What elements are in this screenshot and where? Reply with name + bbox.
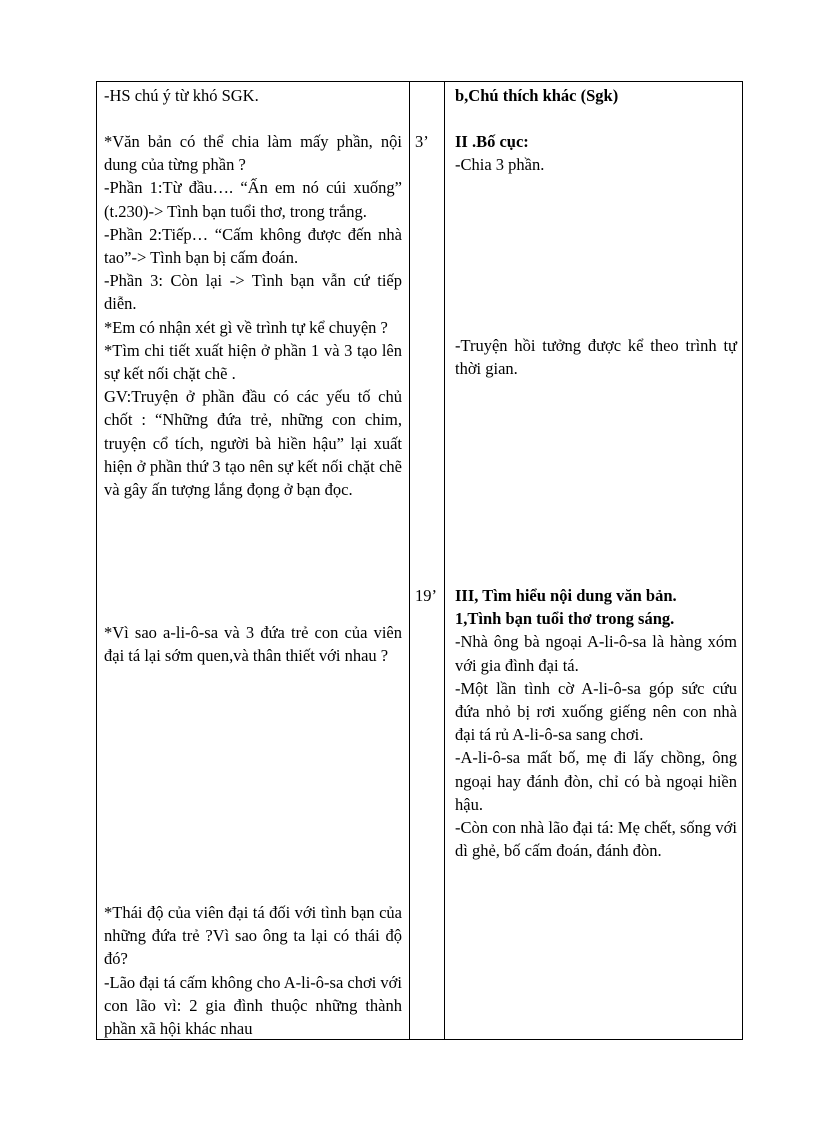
column-divider-right xyxy=(444,82,445,1039)
content-line: -A-li-ô-sa mất bố, mẹ đi lấy chồng, ông ngoại hay đánh đòn, chỉ có bà ngoại hiền hậu. xyxy=(455,748,737,814)
content-line: -Truyện hồi tưởng được kể theo trình tự thời gian. xyxy=(455,336,737,379)
content-block-2 xyxy=(455,130,737,176)
activity-line: -Lão đại tá cấm không cho A-li-ô-sa chơi với con lão vì: 2 gia đình thuộc những thành phần xã hội khác nhau xyxy=(104,972,402,1039)
content-line: -Một lần tình cờ A-li-ô-sa góp sức cứu đứa nhỏ bị rơi xuống giếng nên con nhà đại tá rủ A-li-ô-sa sang chơi. xyxy=(455,678,737,745)
activity-block-1 xyxy=(104,84,402,107)
content-line: -Nhà ông bà ngoại A-li-ô-sa là hàng xóm với gia đình đại tá. xyxy=(455,632,737,675)
time-3min: 3’ xyxy=(415,132,429,151)
activity-line: *Văn bản có thể chia làm mấy phần, nội dung của từng phần ? xyxy=(104,132,402,175)
activity-line: GV:Truyện ở phần đầu có các yếu tố chủ chốt : “Những đứa trẻ, những con chim, truyện cổ tích, người bà hiền hậu” lại xuất hiện ở phần thứ 3 tạo nên sự kết nối chặt chẽ và gây ấn tượng lắng đọng ở bạn đọc. xyxy=(104,387,402,500)
time-19min: 19’ xyxy=(415,586,437,605)
activity-block-2 xyxy=(104,130,402,501)
content-line: -Chia 3 phần. xyxy=(455,155,545,175)
activity-line: -HS chú ý từ khó SGK. xyxy=(104,86,259,105)
section-heading: II .Bố cục: xyxy=(455,132,529,151)
note-heading: b,Chú thích khác (Sgk) xyxy=(455,86,619,105)
column-divider-left xyxy=(409,82,410,1039)
activity-line: *Em có nhận xét gì về trình tự kể chuyện ? xyxy=(104,317,388,337)
section-heading: III, Tìm hiểu nội dung văn bản. xyxy=(455,586,677,605)
activity-line: *Vì sao a-li-ô-sa và 3 đứa trẻ con của viên đại tá lại sớm quen,và thân thiết với nhau ? xyxy=(104,623,402,666)
content-line: -Còn con nhà lão đại tá: Mẹ chết, sống với dì ghẻ, bố cấm đoán, đánh đòn. xyxy=(455,818,737,861)
content-block-1 xyxy=(455,84,737,107)
activity-line: *Tìm chi tiết xuất hiện ở phần 1 và 3 tạo lên sự kết nối chặt chẽ . xyxy=(104,340,402,384)
activity-block-3 xyxy=(104,621,402,667)
activity-block-4 xyxy=(104,901,402,1040)
activity-line: *Thái độ của viên đại tá đối với tình bạn của những đứa trẻ ?Vì sao ông ta lại có thái độ đó? xyxy=(104,903,402,969)
activity-line: -Phần 3: Còn lại -> Tình bạn vẫn cứ tiếp diễn. xyxy=(104,271,402,314)
activity-line: -Phần 2:Tiếp… “Cấm không được đến nhà tao”-> Tình bạn bị cấm đoán. xyxy=(104,224,402,268)
content-block-3 xyxy=(455,334,737,380)
subsection-heading: 1,Tình bạn tuổi thơ trong sáng. xyxy=(455,609,675,629)
lesson-table xyxy=(96,81,743,1040)
content-block-4 xyxy=(455,584,737,862)
activity-line: -Phần 1:Từ đầu…. “Ấn em nó cúi xuống” (t.230)-> Tình bạn tuổi thơ, trong trắng. xyxy=(104,178,402,221)
